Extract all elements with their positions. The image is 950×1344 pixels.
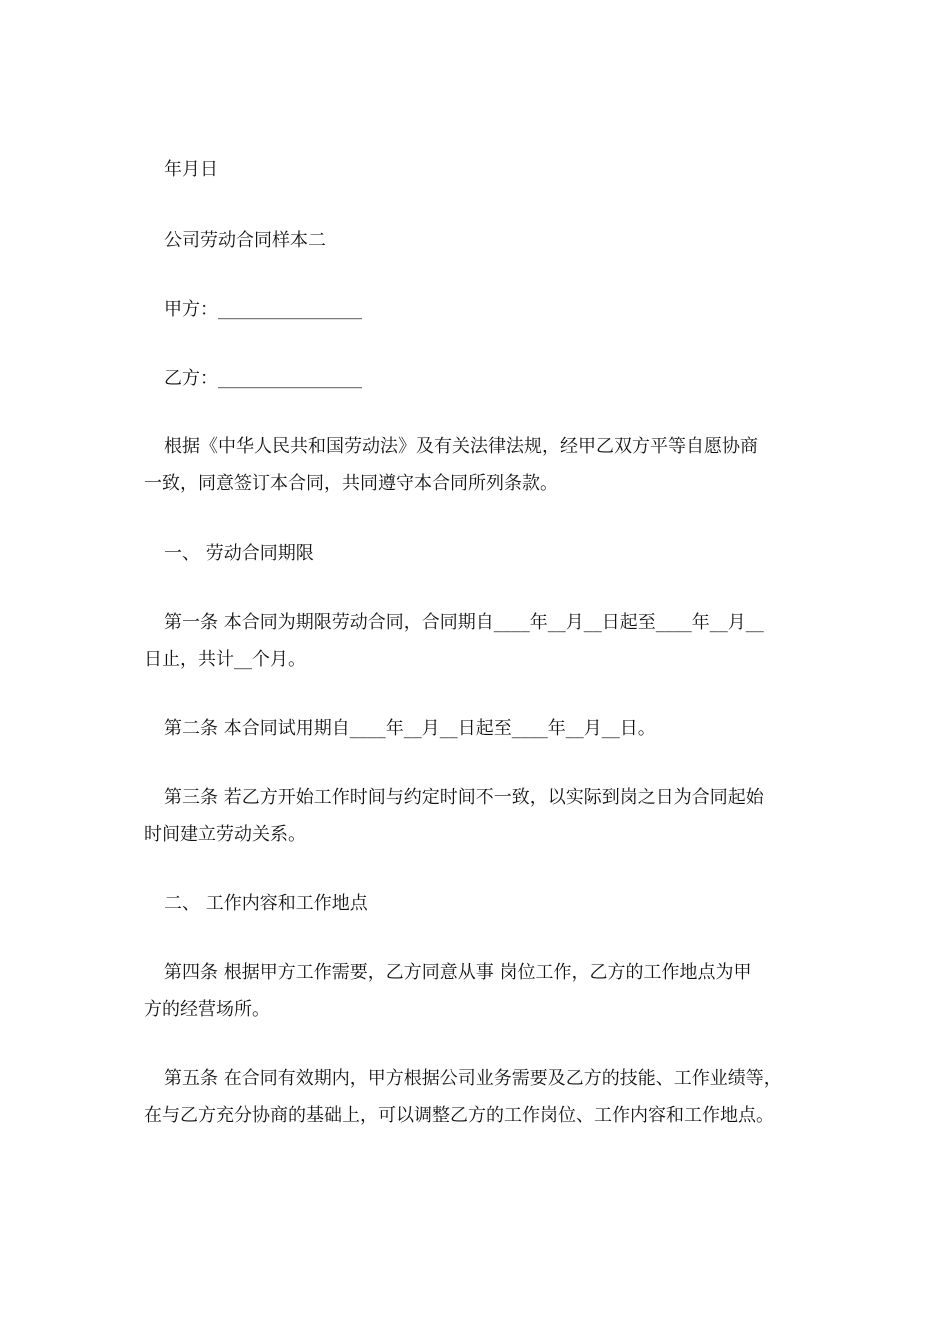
party-b-line: 乙方：________________: [164, 368, 362, 389]
section-1-heading: 一、 劳动合同期限: [164, 543, 314, 564]
article-3-line-1: 第三条 若乙方开始工作时间与约定时间不一致，以实际到岗之日为合同起始: [164, 787, 764, 808]
article-4-line-2: 方的经营场所。: [144, 999, 270, 1020]
article-1-line-1: 第一条 本合同为期限劳动合同，合同期自____年__月__日起至____年__月__: [164, 612, 764, 633]
article-5-line-2: 在与乙方充分协商的基础上，可以调整乙方的工作岗位、工作内容和工作地点。: [144, 1105, 774, 1126]
article-2-line-1: 第二条 本合同试用期自____年__月__日起至____年__月__日。: [164, 718, 656, 739]
article-5-line-1: 第五条 在合同有效期内，甲方根据公司业务需要及乙方的技能、工作业绩等，: [164, 1068, 782, 1089]
intro-line-1: 根据《中华人民共和国劳动法》及有关法律法规，经甲乙双方平等自愿协商: [164, 436, 758, 457]
document-title: 公司劳动合同样本二: [164, 230, 326, 251]
article-3-line-2: 时间建立劳动关系。: [144, 824, 306, 845]
date-line: 年月日: [164, 159, 218, 180]
intro-line-2: 一致，同意签订本合同，共同遵守本合同所列条款。: [144, 473, 558, 494]
article-1-line-2: 日止，共计__个月。: [144, 649, 306, 670]
article-4-line-1: 第四条 根据甲方工作需要，乙方同意从事 岗位工作，乙方的工作地点为甲: [164, 962, 752, 983]
party-a-line: 甲方：________________: [164, 299, 362, 320]
section-2-heading: 二、 工作内容和工作地点: [164, 893, 368, 914]
